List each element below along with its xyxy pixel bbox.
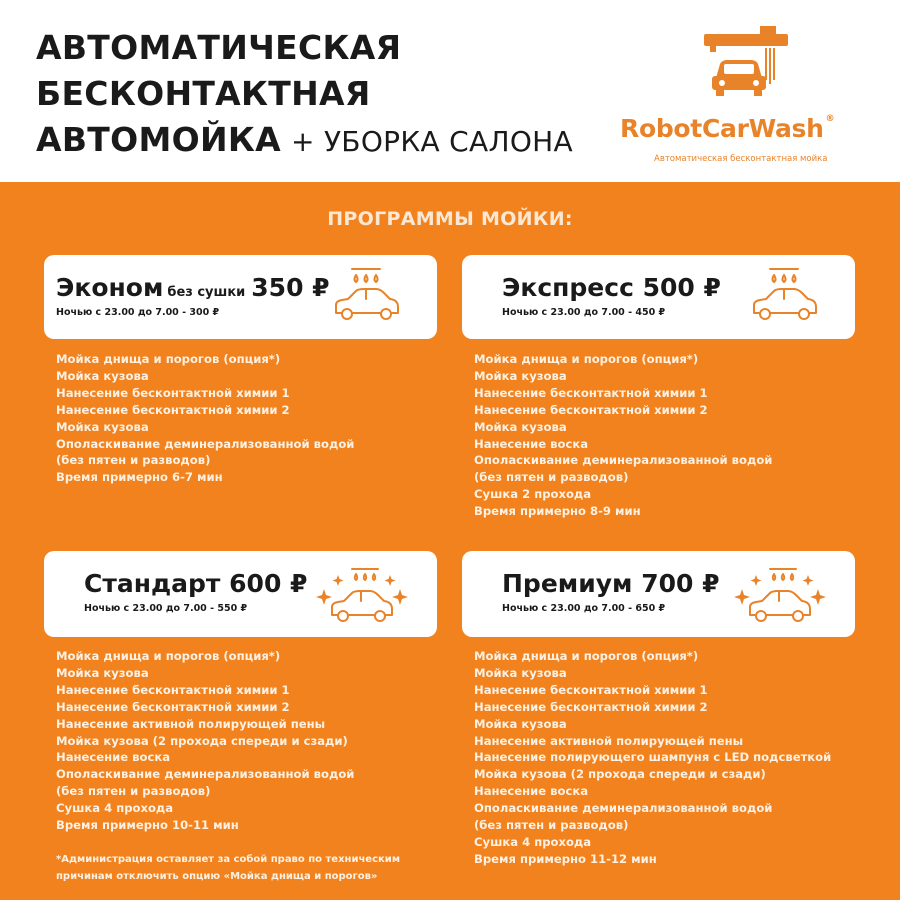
program-night-price: Ночью с 23.00 до 7.00 - 300 ₽ (56, 307, 220, 318)
program-title (84, 569, 307, 598)
program-title (502, 569, 719, 598)
program-night-price: Ночью с 23.00 до 7.00 - 450 ₽ (502, 307, 666, 318)
registered-mark: ® (825, 114, 835, 124)
list-item: (без пятен и разводов) (474, 470, 629, 485)
list-item: Сушка 4 прохода (474, 834, 592, 849)
car-wash-drops-icon (330, 265, 402, 329)
program-features-premium (474, 648, 831, 868)
list-item: (без пятен и разводов) (474, 818, 629, 833)
logo-tagline: Автоматическая бесконтактная мойка (654, 154, 828, 164)
list-item: Нанесение воска (56, 750, 171, 765)
list-item: Мойка кузова (56, 368, 149, 383)
list-item: Нанесение воска (474, 436, 589, 451)
footnote-line-1: *Администрация оставляет за собой право по техническим (56, 854, 400, 865)
list-item: Нанесение активной полирующей пены (56, 716, 326, 731)
list-item: Мойка кузова (474, 716, 567, 731)
title-line-3 (36, 120, 573, 159)
car-wash-drops-icon (748, 265, 820, 329)
title-line-1: АВТОМАТИЧЕСКАЯ (36, 28, 402, 67)
list-item: Мойка кузова (56, 665, 149, 680)
program-card-econom (44, 255, 437, 339)
list-item: Мойка кузова (474, 368, 567, 383)
list-item: Сушка 4 прохода (56, 801, 174, 816)
program-note: без сушки (167, 285, 246, 300)
list-item: Мойка кузова (2 прохода спереди и сзади) (474, 767, 766, 782)
list-item: Мойка днища и порогов (опция*) (56, 352, 281, 366)
program-name: Экспресс (502, 273, 634, 302)
list-item: Мойка кузова (474, 419, 567, 434)
list-item: Нанесение бесконтактной химии 2 (474, 699, 708, 714)
title-line-2: БЕСКОНТАКТНАЯ (36, 74, 371, 113)
header (0, 0, 900, 182)
list-item: Мойка днища и порогов (опция*) (56, 649, 281, 663)
program-features-standard (56, 648, 354, 834)
logo-brand (620, 114, 834, 143)
logo-brand-text: RobotCarWash (620, 114, 824, 143)
list-item: (без пятен и разводов) (56, 784, 211, 799)
list-item: Сушка 2 прохода (474, 487, 592, 502)
program-name: Стандарт (84, 569, 221, 598)
program-features-econom (56, 351, 354, 486)
list-item: Нанесение бесконтактной химии 2 (56, 699, 290, 714)
list-item: Ополаскивание деминерализованной водой (56, 767, 355, 782)
program-name: Эконом (56, 273, 164, 302)
program-card-express (462, 255, 855, 339)
list-item: Время примерно 6-7 мин (56, 470, 223, 485)
list-item: Мойка кузова (474, 665, 567, 680)
list-item: Время примерно 10-11 мин (56, 818, 239, 833)
list-item: Время примерно 11-12 мин (474, 851, 657, 866)
list-item: Мойка кузова (2 прохода спереди и сзади) (56, 733, 348, 748)
list-item: Время примерно 8-9 мин (474, 504, 641, 519)
list-item: Мойка днища и порогов (опция*) (474, 649, 699, 663)
program-night-price: Ночью с 23.00 до 7.00 - 650 ₽ (502, 603, 666, 614)
program-price: 700 ₽ (641, 569, 720, 598)
list-item: Нанесение бесконтактной химии 1 (474, 682, 708, 697)
car-wash-sparkle-icon (316, 565, 412, 629)
program-night-price: Ночью с 23.00 до 7.00 - 550 ₽ (84, 603, 248, 614)
program-title (502, 273, 721, 302)
car-wash-icon (700, 22, 792, 102)
logo (612, 22, 882, 172)
program-name: Премиум (502, 569, 633, 598)
list-item: Нанесение бесконтактной химии 2 (56, 402, 290, 417)
footnote-line-2: причинам отключить опцию «Мойка днища и порогов» (56, 870, 378, 882)
section-title: ПРОГРАММЫ МОЙКИ: (327, 208, 573, 230)
program-card-premium (462, 551, 855, 637)
list-item: Нанесение бесконтактной химии 2 (474, 402, 708, 417)
list-item: Нанесение активной полирующей пены (474, 733, 744, 748)
list-item: Мойка кузова (56, 419, 149, 434)
program-price: 600 ₽ (229, 569, 308, 598)
list-item: Нанесение полирующего шампуня с LED подсветкой (474, 750, 832, 765)
program-price: 350 ₽ (251, 273, 330, 302)
car-wash-sparkle-icon (734, 565, 830, 629)
list-item: Ополаскивание деминерализованной водой (474, 453, 773, 468)
list-item: Ополаскивание деминерализованной водой (56, 436, 355, 451)
list-item: Ополаскивание деминерализованной водой (474, 801, 773, 816)
title-extra: + УБОРКА САЛОНА (290, 125, 573, 158)
program-title (56, 273, 330, 302)
list-item: Нанесение воска (474, 784, 589, 799)
title-line-3-text: АВТОМОЙКА (36, 120, 281, 159)
list-item: (без пятен и разводов) (56, 453, 211, 468)
footnote (56, 852, 400, 885)
list-item: Нанесение бесконтактной химии 1 (56, 682, 290, 697)
list-item: Нанесение бесконтактной химии 1 (474, 385, 708, 400)
program-card-standard (44, 551, 437, 637)
list-item: Мойка днища и порогов (опция*) (474, 352, 699, 366)
program-features-express (474, 351, 772, 520)
list-item: Нанесение бесконтактной химии 1 (56, 385, 290, 400)
program-price: 500 ₽ (642, 273, 721, 302)
